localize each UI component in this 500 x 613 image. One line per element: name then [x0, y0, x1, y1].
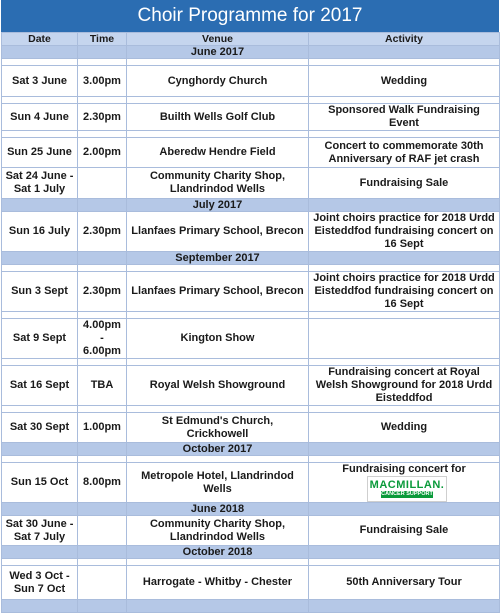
- spacer-row: [2, 456, 500, 463]
- page-title: Choir Programme for 2017: [1, 0, 499, 32]
- table-row: [2, 566, 500, 600]
- section-label: June 2017: [127, 46, 309, 59]
- event-time: [78, 168, 127, 199]
- event-time: [78, 566, 127, 600]
- event-activity: Fundraising Sale: [309, 516, 500, 546]
- spacer-row: [2, 265, 500, 272]
- event-time: 2.30pm: [78, 272, 127, 312]
- event-venue: Kington Show: [127, 319, 309, 359]
- table-row: [2, 516, 500, 546]
- event-date: Sat 30 Sept: [2, 413, 78, 443]
- section-row-september-2017: [2, 252, 500, 265]
- event-activity: Joint choirs practice for 2018 Urdd Eisteddfod fundraising concert on 16 Sept: [309, 212, 500, 252]
- event-time: 8.00pm: [78, 463, 127, 503]
- event-activity: Sponsored Walk Fundraising Event: [309, 104, 500, 131]
- event-date: Sat 16 Sept: [2, 366, 78, 406]
- event-venue: St Edmund's Church, Crickhowell: [127, 413, 309, 443]
- section-row-june-2018: [2, 503, 500, 516]
- table-row: [2, 168, 500, 199]
- spacer-row: [2, 59, 500, 66]
- section-label: July 2017: [127, 199, 309, 212]
- event-date: Sun 16 July: [2, 212, 78, 252]
- event-venue: Metropole Hotel, Llandrindod Wells: [127, 463, 309, 503]
- event-activity: 50th Anniversary Tour: [309, 566, 500, 600]
- event-date: Sun 25 June: [2, 138, 78, 168]
- macmillan-logo-name: MACMILLAN.: [369, 479, 445, 491]
- event-venue: Community Charity Shop, Llandrindod Wells: [127, 168, 309, 199]
- spacer-row: [2, 131, 500, 138]
- table-row: [2, 413, 500, 443]
- event-activity: Wedding: [309, 66, 500, 97]
- event-activity: Fundraising concert at Royal Welsh Showground for 2018 Urdd Eisteddfod: [309, 366, 500, 406]
- event-time: [78, 516, 127, 546]
- event-venue: Royal Welsh Showground: [127, 366, 309, 406]
- table-row: [2, 66, 500, 97]
- section-label: September 2017: [127, 252, 309, 265]
- event-venue: Builth Wells Golf Club: [127, 104, 309, 131]
- event-time: 4.00pm - 6.00pm: [78, 319, 127, 359]
- event-venue: Llanfaes Primary School, Brecon: [127, 212, 309, 252]
- table-row: [2, 138, 500, 168]
- event-venue: Harrogate - Whitby - Chester: [127, 566, 309, 600]
- event-time: 1.00pm: [78, 413, 127, 443]
- footer-band-row: [2, 600, 500, 613]
- column-header-venue: Venue: [127, 33, 309, 46]
- section-label: June 2018: [127, 503, 309, 516]
- column-header-activity: Activity: [309, 33, 500, 46]
- section-row-october-2018: [2, 546, 500, 559]
- event-date: Sat 3 June: [2, 66, 78, 97]
- spacer-row: [2, 406, 500, 413]
- event-activity-cell: [309, 463, 500, 503]
- macmillan-logo-tagline: CANCER SUPPORT: [381, 491, 433, 497]
- table-row: [2, 463, 500, 503]
- event-activity: Fundraising concert for: [342, 463, 466, 475]
- spacer-row: [2, 359, 500, 366]
- event-time: 2.30pm: [78, 212, 127, 252]
- event-activity: [309, 319, 500, 359]
- table-row: [2, 319, 500, 359]
- event-time: 2.30pm: [78, 104, 127, 131]
- section-row-july-2017: [2, 199, 500, 212]
- table-row: [2, 212, 500, 252]
- section-label: October 2018: [127, 546, 309, 559]
- event-time: TBA: [78, 366, 127, 406]
- event-date: Sat 9 Sept: [2, 319, 78, 359]
- table-row: [2, 104, 500, 131]
- event-date: Sat 24 June - Sat 1 July: [2, 168, 78, 199]
- event-date: Sun 15 Oct: [2, 463, 78, 503]
- event-activity: Joint choirs practice for 2018 Urdd Eisteddfod fundraising concert on 16 Sept: [309, 272, 500, 312]
- event-activity: Concert to commemorate 30th Anniversary of RAF jet crash: [309, 138, 500, 168]
- event-venue: Cynghordy Church: [127, 66, 309, 97]
- event-date: Sat 30 June - Sat 7 July: [2, 516, 78, 546]
- programme-table: [1, 32, 500, 613]
- column-header-date: Date: [2, 33, 78, 46]
- section-row-june-2017: [2, 46, 500, 59]
- event-date: Wed 3 Oct - Sun 7 Oct: [2, 566, 78, 600]
- section-label: October 2017: [127, 443, 309, 456]
- event-venue: Community Charity Shop, Llandrindod Wells: [127, 516, 309, 546]
- table-row: [2, 366, 500, 406]
- spacer-row: [2, 312, 500, 319]
- event-venue: Aberedw Hendre Field: [127, 138, 309, 168]
- table-row: [2, 272, 500, 312]
- column-header-time: Time: [78, 33, 127, 46]
- macmillan-logo: [367, 476, 447, 502]
- event-venue: Llanfaes Primary School, Brecon: [127, 272, 309, 312]
- event-activity: Wedding: [309, 413, 500, 443]
- event-date: Sun 3 Sept: [2, 272, 78, 312]
- section-row-october-2017: [2, 443, 500, 456]
- event-time: 3.00pm: [78, 66, 127, 97]
- spacer-row: [2, 97, 500, 104]
- spacer-row: [2, 559, 500, 566]
- event-time: 2.00pm: [78, 138, 127, 168]
- event-activity: Fundraising Sale: [309, 168, 500, 199]
- header-row: [2, 33, 500, 46]
- event-date: Sun 4 June: [2, 104, 78, 131]
